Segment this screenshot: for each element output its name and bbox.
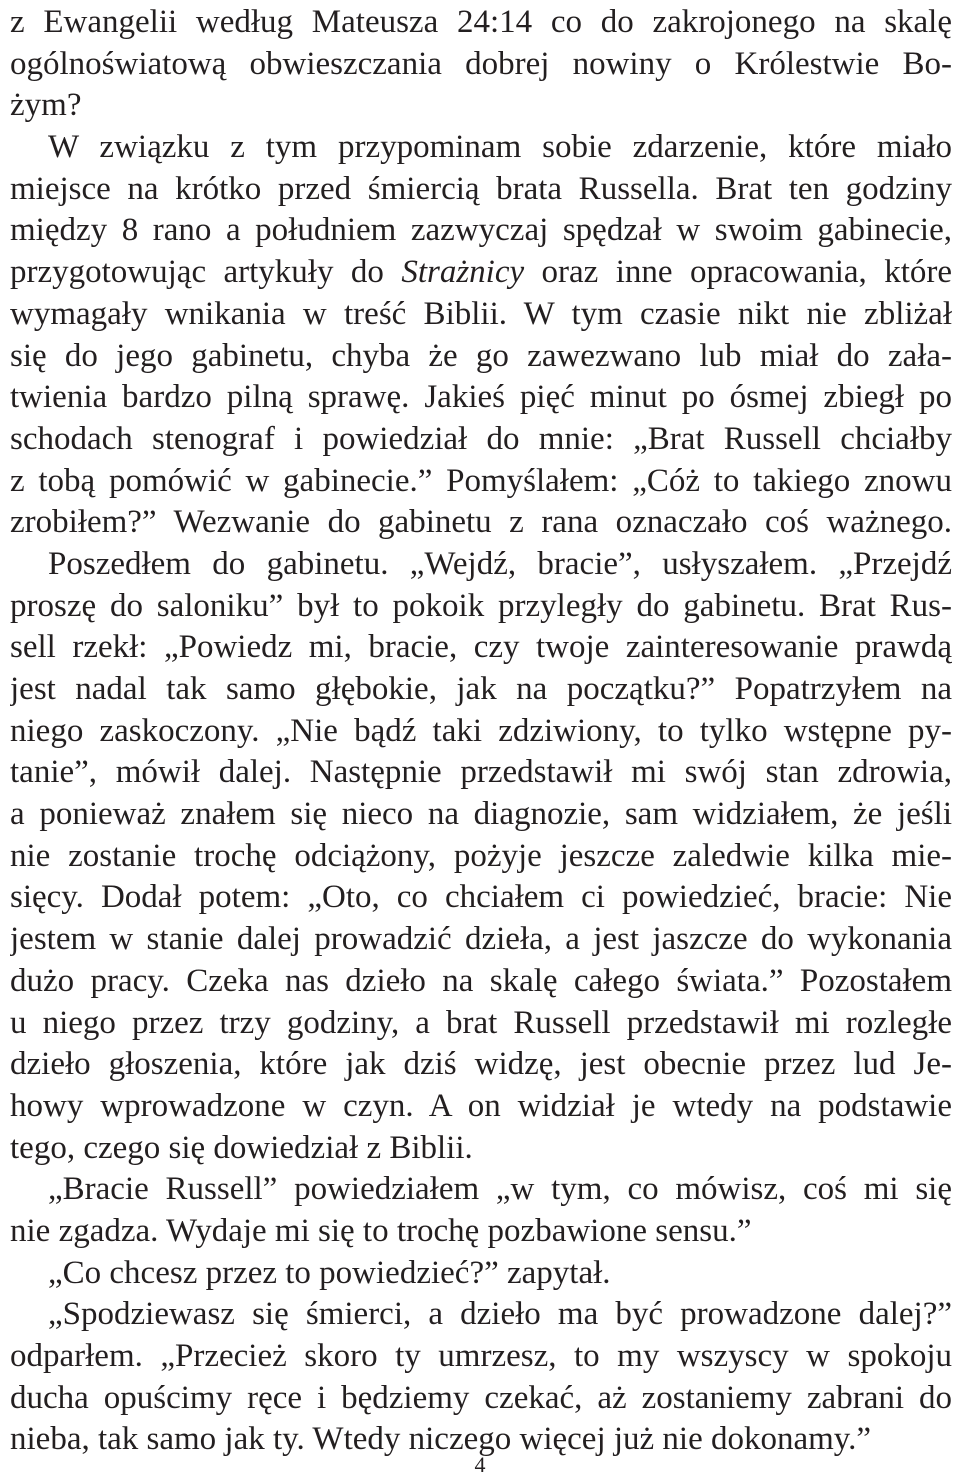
text-run: z Ewangelii według Mateusza 24:14 co do zakrojonego na skalę [10,4,952,40]
text-line [10,877,952,919]
text-line [10,377,952,419]
text-line [10,210,952,252]
text-run: howy wprowadzone w czyn. A on widział je wtedy na podstawie [10,1087,952,1124]
text-line [10,127,952,169]
text-run: sięcy. Dodał potem: „Oto, co chciałem ci powiedzieć, bracie: Nie [10,879,952,916]
text-run: jest nadal tak samo głębokie, jak na początku?” Popatrzyłem na [10,671,952,707]
text-line [10,794,952,836]
text-line [10,961,952,1003]
text-run: przygotowując artykuły do [10,254,402,291]
text-run: schodach stenograf i powiedział do mnie: „Brat Russell chciałby [10,420,952,457]
text-line [10,1294,952,1336]
italic-title: Strażnicy [401,254,525,291]
text-line [10,502,952,544]
body-text [10,2,952,1461]
text-line [10,461,952,503]
text-line [10,627,952,669]
text-run: oraz inne opracowania, które [524,254,952,291]
text-line [10,1086,952,1128]
text-run: tanie”, mówił dalej. Następnie przedstawił mi swój stan zdrowia, [10,754,952,791]
text-run: „Co chcesz przez to powiedzieć?” zapytał. [48,1254,611,1291]
text-run: tego, czego się dowiedział z Biblii. [10,1129,473,1166]
text-run: żym? [10,87,82,124]
text-run: jestem w stanie dalej prowadzić dzieła, a jest jaszcze do wykonania [10,921,952,958]
text-run: „Bracie Russell” powiedziałem „w tym, co mówisz, coś mi się [48,1171,952,1208]
text-line [10,1044,952,1086]
text-line [10,294,952,336]
text-line [10,1336,952,1378]
text-run: nie zostanie trochę odciążony, pożyje jeszcze zaledwie kilka mie- [10,837,952,874]
text-line [10,1378,952,1420]
text-run: Poszedłem do gabinetu. „Wejdź, bracie”, usłyszałem. „Przejdź [48,545,952,582]
text-run: między 8 rano a południem zazwyczaj spędzał w swoim gabinecie, [10,212,952,249]
text-run: odparłem. „Przecież skoro ty umrzesz, to my wszyscy w spokoju [10,1338,952,1374]
text-run: twienia bardzo pilną sprawę. Jakieś pięć minut po ósmej zbiegł po [10,379,952,416]
text-run: nieba, tak samo jak ty. Wtedy niczego więcej już nie dokonamy.” [10,1421,872,1458]
text-run: proszę do saloniku” był to pokoik przyległy do gabinetu. Brat Rus- [10,587,952,624]
text-line [10,1169,952,1211]
text-line [10,669,952,711]
page-number: 4 [474,1452,486,1477]
text-line [10,2,952,44]
text-run: sell rzekł: „Powiedz mi, bracie, czy twoje zainteresowanie prawdą [10,629,952,666]
text-line [10,44,952,86]
text-line [10,544,952,586]
text-line [10,85,952,127]
text-run: z tobą pomówić w gabinecie.” Pomyślałem: „Cóż to takiego znowu [10,462,952,499]
text-run: miejsce na krótko przed śmiercią brata Russella. Brat ten godziny [10,170,952,207]
text-line [10,169,952,211]
text-line [10,1128,952,1170]
text-run: dzieło głoszenia, które jak dziś widzę, jest obecnie przez lud Je- [10,1046,952,1083]
text-run: ducha opuścimy ręce i będziemy czekać, aż zostaniemy zabrani do [10,1379,952,1416]
text-run: zrobiłem?” Wezwanie do gabinetu z rana oznaczało coś ważnego. [10,504,952,541]
text-run: ogólnoświatową obwieszczania dobrej nowiny o Królestwie Bo- [10,45,952,82]
text-run: niego zaskoczony. „Nie bądź taki zdziwiony, to tylko wstępne py- [10,712,952,749]
text-line [10,711,952,753]
text-line [10,586,952,628]
text-line [10,919,952,961]
text-line [10,1003,952,1045]
text-run: nie zgadza. Wydaje mi się to trochę pozbawione sensu.” [10,1212,752,1249]
text-line [10,1211,952,1253]
text-run: się do jego gabinetu, chyba że go zawezwano lub miał do zała- [10,337,952,374]
text-line [10,752,952,794]
text-run: u niego przez trzy godziny, a brat Russell przedstawił mi rozległe [10,1004,952,1041]
text-line [10,836,952,878]
text-run: W związku z tym przypominam sobie zdarzenie, które miało [48,129,952,166]
text-line [10,1253,952,1295]
text-run: a ponieważ znałem się nieco na diagnozie, sam widziałem, że jeśli [10,796,952,833]
text-run: wymagały wnikania w treść Biblii. W tym czasie nikt nie zbliżał [10,295,952,332]
text-run: „Spodziewasz się śmierci, a dzieło ma być prowadzone dalej?” [48,1296,952,1333]
text-line [10,419,952,461]
text-run: dużo pracy. Czeka nas dzieło na skalę całego świata.” Pozostałem [10,962,952,999]
text-line [10,336,952,378]
text-line [10,252,952,294]
